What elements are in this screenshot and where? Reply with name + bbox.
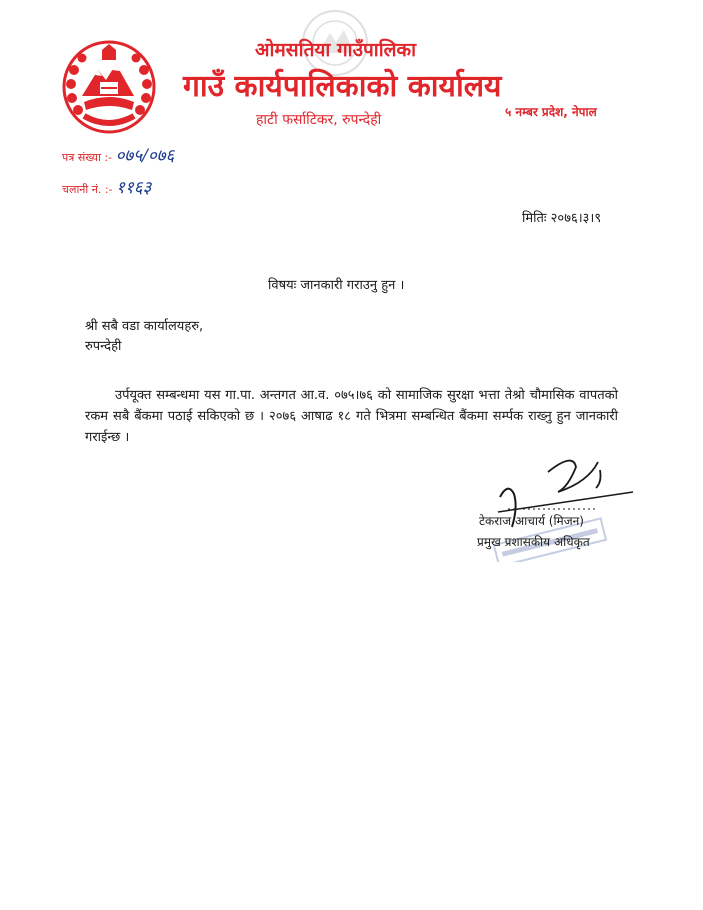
reference-number-value: ०७५/०७६ — [115, 146, 175, 166]
signatory-title: प्रमुख प्रशासकीय अधिकृत — [477, 535, 590, 549]
recipient-line: रुपन्देही — [85, 339, 122, 354]
office-address: हाटी फर्साटिकर, रुपन्देही — [256, 112, 382, 128]
letter-subject: विषयः जानकारी गराउनु हुन । — [268, 278, 405, 293]
province-label: ५ नम्बर प्रदेश, नेपाल — [505, 105, 597, 119]
dispatch-number-label: चलानी नं. :- — [62, 183, 113, 196]
signatory-name: टेकराज आचार्य (मिजन) — [479, 514, 584, 528]
office-name: ओमसतिया गाउँपालिका — [255, 39, 417, 61]
dispatch-number-row — [62, 175, 151, 198]
letter-date: मितिः २०७६।३।९ — [522, 211, 602, 226]
office-title: गाउँ कार्यपालिकाको कार्यालय — [183, 69, 502, 104]
letter-body: उर्पयूक्त सम्बन्धमा यस गा.पा. अन्तगत आ.व. ०७५।७६ को सामाजिक सुरक्षा भत्ता तेश्रो चौमासिक वापतको रकम सबै बैंकमा पठाई सकिएको छ । २०७६ आषाढ १८ गते भित्रमा सम्बन्धित बैंकमा सर्म्पक राख्नु हुन जानकारी गराईन्छ । — [85, 388, 618, 445]
reference-number-row — [62, 143, 174, 166]
recipient-block — [85, 317, 203, 357]
dispatch-number-value: ११६३ — [116, 178, 152, 198]
reference-number-label: पत्र संख्या :- — [62, 151, 113, 164]
nepal-emblem-icon — [62, 40, 156, 134]
recipient-line: श्री सबै वडा कार्यालयहरु, — [85, 319, 204, 334]
